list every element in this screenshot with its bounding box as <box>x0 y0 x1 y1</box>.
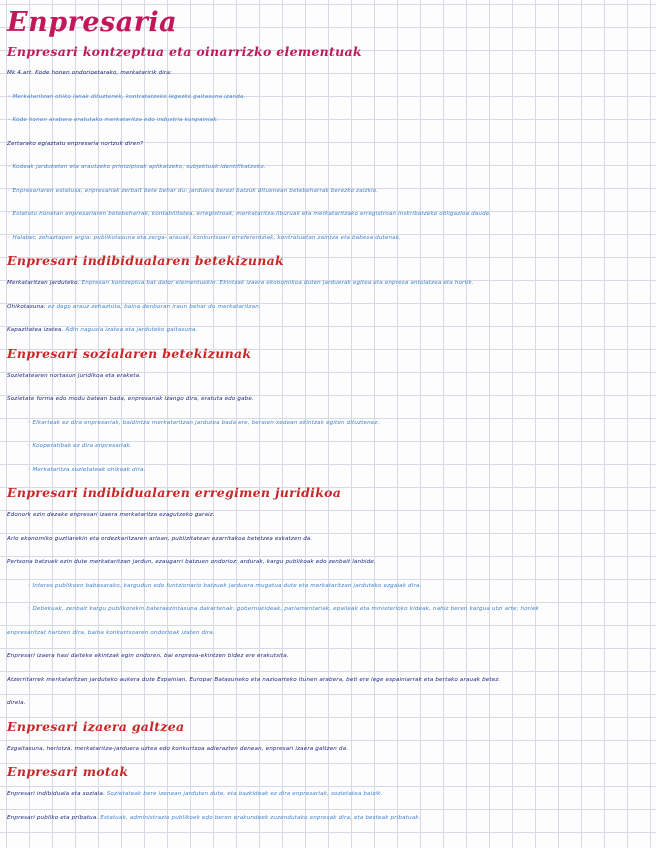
note-line: Pertsona batzuek ezin dute merkataritzan jardun, ezaugarri batzuen ondorioz: ardurak, kargu publikoak edo zenbait lanbide. <box>7 559 376 565</box>
note-line: ◦ Kooperatibak ez dira enpresariak. <box>27 443 132 449</box>
page-title: Enpresaria <box>7 7 178 38</box>
note-line: ◦ Merkataritzan ohiko lanak dituztenek, kontratatzeko legezko gaitasuna izanda. <box>7 93 246 100</box>
note-line: direla. <box>7 700 26 706</box>
section-heading-concept: Enpresari kontzeptua eta oinarrizko elementuak <box>7 44 362 59</box>
bullet-icon: ◦ <box>27 419 31 426</box>
note-line: ◦ Interes publikoen babesarako, kargudun edo funtzionario batzuek jarduera mugatua dute eta merkataritzan jarduteko ezgaiak dira. <box>27 582 422 589</box>
note-line: Ezgaitasuna, heriotza, merkataritza-jarduera uztea edo konkurtsoa adierazten denean, enpresari izaera galtzen da. <box>7 745 349 752</box>
note-line: ◦ Debekuak, zenbait kargu publikorekin bateraezintasuna dakartenak: gobernukideak, parlamentariak, epaileak eta ministerioko kideak, nahiz beren kargua utzi arte; horiek <box>27 606 539 612</box>
note-line: ◦ Kodeak jarduketen eta arautzeko printzipioak aplikatzeko, subjektuak identifikatzeko. <box>7 164 266 170</box>
note-line: ◦ Halaber, zehaztapen argia: publikotasuna eta zerga- arauak, konkurtsoari erreferentziak, kontratuetan zaintza eta babesa dutenak. <box>7 234 402 241</box>
bullet-icon: ◦ <box>27 582 31 589</box>
bullet-icon: ◦ <box>7 187 11 194</box>
bullet-icon: ◦ <box>27 606 31 612</box>
note-line: Zertarako egiaztatu enpresaria nortzuk diren? <box>7 140 144 147</box>
bullet-icon: ◦ <box>7 93 11 100</box>
section-heading-types: Enpresari motak <box>7 764 129 779</box>
note-line: Enpresari indibiduala eta soziala. Sozietateak bere izenean jarduten dute, eta bazkideak ez dira enpresariak, sozietatea baizik. <box>7 791 383 797</box>
note-line: Arlo ekonomiko guztiarekin eta ordezkaritzaren arloan, publizitatean ezarritakoa betetzea eskatzen da. <box>7 535 313 542</box>
note-line: Enpresari izaera hasi daiteke ekintzak egin ondoren, bai enpresa-ekintzen bidez ere erakutsita. <box>7 653 289 659</box>
note-line: Edonork ezin dezake enpresari izaera merkataritza ezagutzeko garaiz. <box>7 512 215 518</box>
section-heading-legal-regime: Enpresari indibidualaren erregimen juridikoa <box>7 485 342 500</box>
note-line: Kapazitatea izatea. Adin nagusia izatea eta jarduteko gaitasuna. <box>7 327 198 333</box>
note-line: ◦ Merkataritza sozietateak ohikoak dira. <box>27 466 146 473</box>
bullet-icon: ◦ <box>7 117 11 123</box>
note-line: Sozietatearen nortasun juridikoa eta eraketa. <box>7 372 142 379</box>
note-line: ◦ Estatutu honetan enpresariaren betebeharrak, kontabilitatea, erregistroak, merkataritza-liburuak eta merkataritzako erregistroan inskribatzeko obligazioa daude. <box>7 211 492 217</box>
note-line: enpresaritzat hartzen dira, baina konkurtsoaren ondorioak izaten dira. <box>7 629 215 636</box>
bullet-icon: ◦ <box>27 466 31 473</box>
bullet-icon: ◦ <box>27 443 31 449</box>
bullet-icon: ◦ <box>7 234 11 241</box>
note-line: Mk 4.art. Kode honen ondorioetarako, merkataririk dira: <box>7 70 172 76</box>
note-line: Ohikotasuna: ez dago arauz zehaztuta, baina denboran iraun behar du merkataritzan. <box>7 303 261 310</box>
note-line: Merkataritzan jarduteko. Enpresari kontzeptua bat dator elementuekin. Ekintzak izaera ekonomikoa duten jarduerak egitea eta enpresa antolatzea eta hortik. <box>7 280 474 286</box>
note-line: ◦ Elkarteak ez dira enpresariak, baldintza merkataritzan jardutea bada ere, beraien xedean ekintzak egiten dituztenez. <box>27 419 380 426</box>
note-line: Atzerritarrek merkataritzan jarduteko aukera dute Espainian, Europar Batasuneko eta nazioarteko itunen arabera, beti ere lege espainiarrak eta bertako arauak betez. <box>7 676 501 683</box>
notebook-page <box>7 6 651 830</box>
note-line: Enpresari publiko eta pribatua. Estatuak, administrazio publikoek edo beren erakundeek zuzendutako enpresak dira, eta besteak pribatuak. <box>7 814 421 821</box>
section-heading-individual-requirements: Enpresari indibidualaren betekizunak <box>7 253 284 268</box>
section-heading-social-requirements: Enpresari sozialaren betekizunak <box>7 345 252 361</box>
note-line: Sozietate forma edo modu batean bada, enpresariak izango dira, eratuta edo gabe. <box>7 396 254 402</box>
bullet-icon: ◦ <box>7 164 11 170</box>
note-line: ◦ Enpresariaren estatusa, enpresariak zerbait bete behar du: jarduera berezi batzuk dituenean betebeharrak berezko zaizkio. <box>7 187 379 194</box>
bullet-icon: ◦ <box>7 211 11 217</box>
note-line: ◦ Kode honen arabera eratutako merkataritza edo industria konpainiak. <box>7 117 219 123</box>
section-heading-losing-status: Enpresari izaera galtzea <box>7 718 185 734</box>
